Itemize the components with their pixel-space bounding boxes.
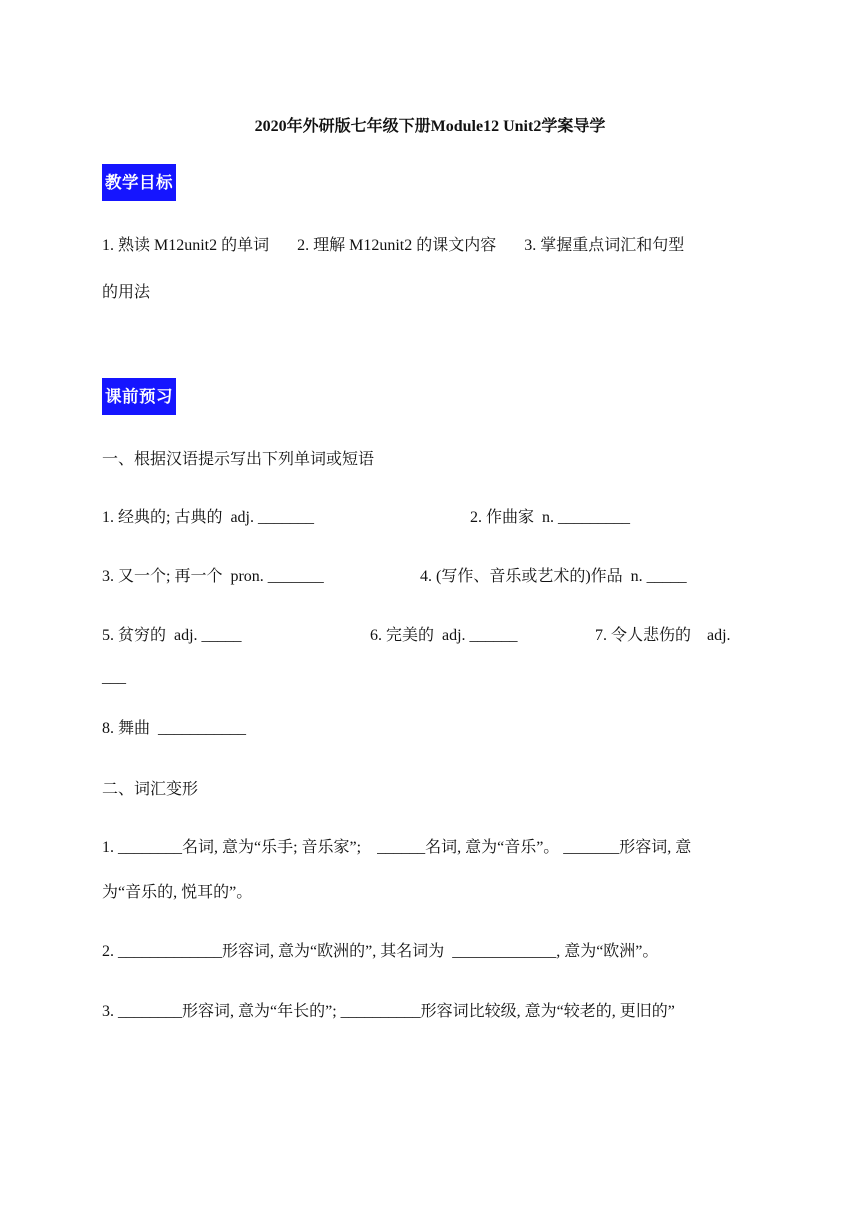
vocab-item-8: 8. 舞曲 ___________ bbox=[102, 720, 247, 737]
vocab-item-5: 5. 贫穷的 adj. _____ bbox=[102, 627, 242, 644]
vocab-item-7-blank: ___ bbox=[102, 669, 126, 686]
section1-heading: 一、根据汉语提示写出下列单词或短语 bbox=[102, 449, 375, 468]
vocab-item-3: 3. 又一个; 再一个 pron. _______ bbox=[102, 568, 324, 585]
preview-tag: 课前预习 bbox=[102, 378, 176, 415]
objectives-line-2: 的用法 bbox=[102, 284, 151, 301]
word-form-item-3: 3. ________形容词, 意为“年长的”; __________形容词比较级, 意为“较老的, 更旧的” bbox=[102, 1003, 675, 1020]
vocab-item-7: 7. 令人悲伤的 adj. bbox=[595, 627, 731, 644]
vocab-item-1: 1. 经典的; 古典的 adj. _______ bbox=[102, 509, 314, 526]
objectives-line-1: 1. 熟读 M12unit2 的单词 2. 理解 M12unit2 的课文内容 3. 掌握重点词汇和句型 bbox=[102, 237, 685, 254]
vocab-item-2: 2. 作曲家 n. _________ bbox=[470, 509, 631, 526]
section2-heading: 二、词汇变形 bbox=[102, 779, 199, 798]
vocab-item-6: 6. 完美的 adj. ______ bbox=[370, 627, 518, 644]
word-form-item-1-line-2: 为“音乐的, 悦耳的”。 bbox=[102, 884, 253, 901]
word-form-item-2: 2. _____________形容词, 意为“欧洲的”, 其名词为 _____________, 意为“欧洲”。 bbox=[102, 943, 659, 960]
vocab-item-4: 4. (写作、音乐或艺术的)作品 n. _____ bbox=[420, 568, 687, 585]
page-title: 2020年外研版七年级下册Module12 Unit2学案导学 bbox=[254, 118, 606, 135]
word-form-item-1-line-1: 1. ________名词, 意为“乐手; 音乐家”; ______名词, 意为“音乐”。 _______形容词, 意 bbox=[102, 839, 692, 856]
objectives-tag: 教学目标 bbox=[102, 164, 176, 201]
